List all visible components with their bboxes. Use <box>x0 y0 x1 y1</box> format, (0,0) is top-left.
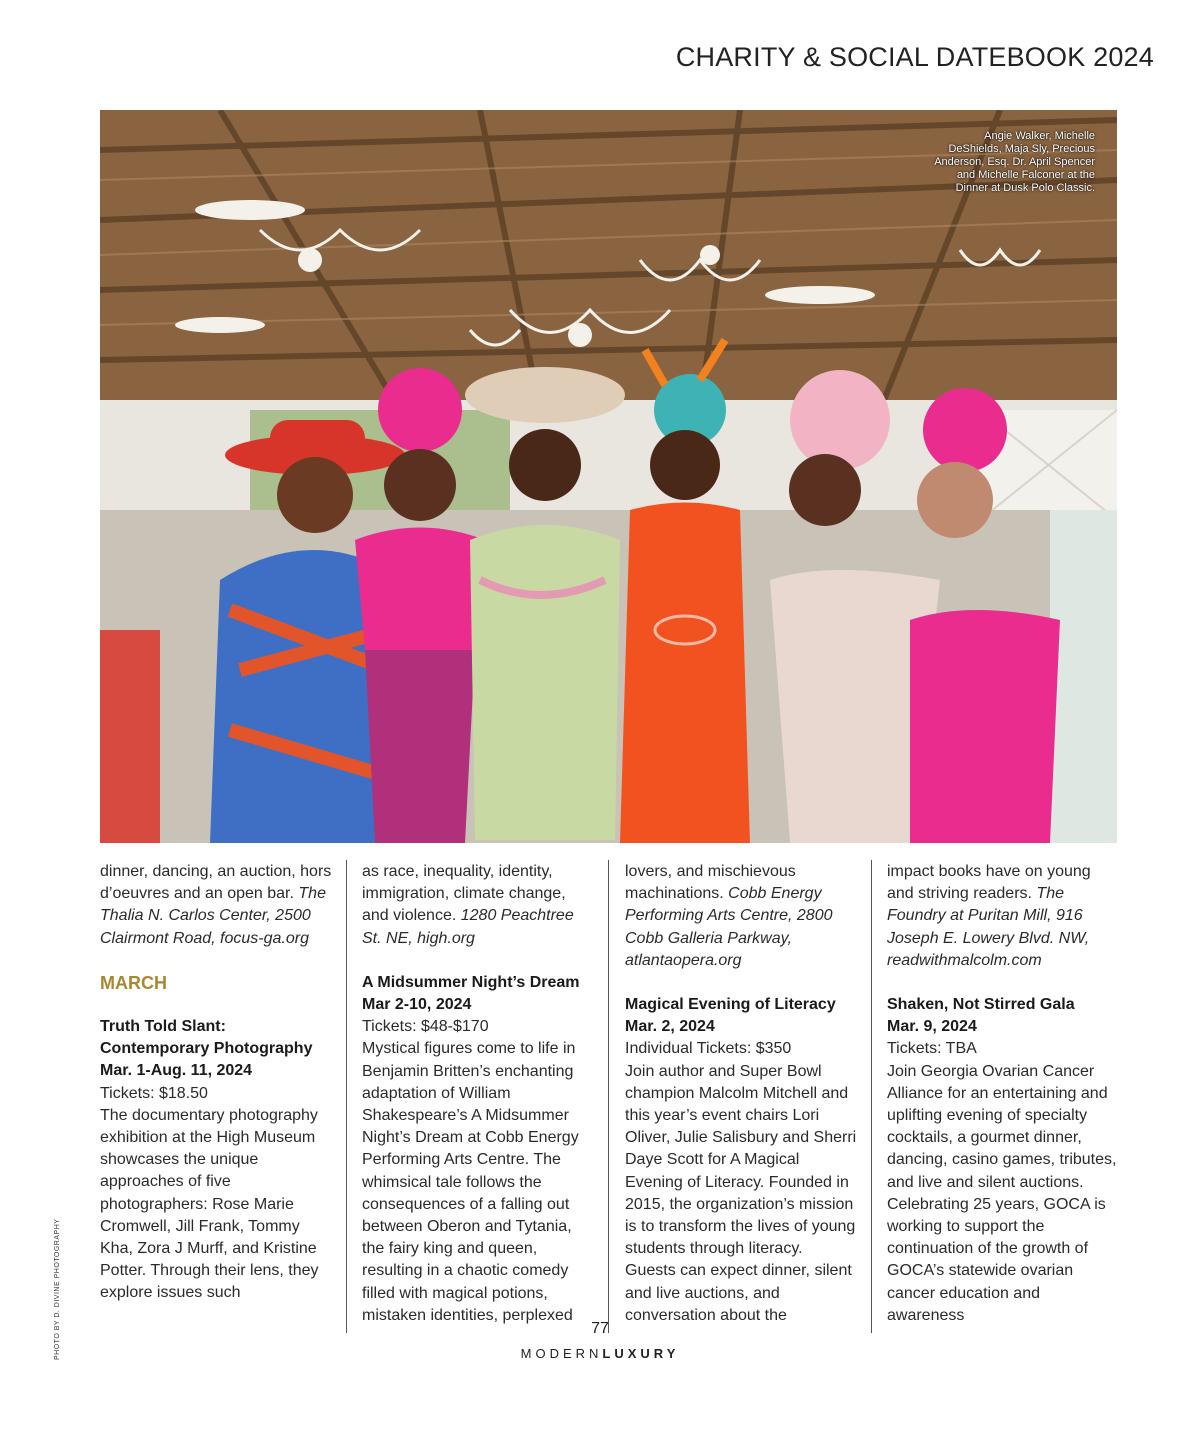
event-tickets: Tickets: $48-$170 <box>362 1018 489 1036</box>
page-number: 77 <box>591 1320 609 1337</box>
column-2 <box>362 861 594 1327</box>
photo-credit: PHOTO BY D. DIVINE PHOTOGRAPHY <box>54 1218 61 1360</box>
column-2-venue: 1280 Peachtree St. NE, high.org <box>362 907 574 947</box>
event-date: Mar. 2, 2024 <box>625 1018 715 1036</box>
column-3-venue: Cobb Energy Performing Arts Centre, 2800 Cobb Galleria Parkway, atlantaopera.org <box>625 885 833 969</box>
event-body: Mystical figures come to life in Benjamin Britten’s enchanting adaptation of William Shakespeare’s A Midsummer Night’s Dream at Cobb Energy Performing Arts Centre. The whimsical tale follows the consequences of a falling out between Oberon and Tytania, the fairy king and queen, resulting in a chaotic comedy filled with magical potions, mistaken identities, perplexed <box>362 1040 579 1324</box>
event-tickets: Tickets: $18.50 <box>100 1084 208 1102</box>
event-body: The documentary photography exhibition at the High Museum showcases the unique approaches of five photographers: Rose Marie Cromwell, Jill Frank, Tommy Kha, Zora J Murff, and Kristine Potter. Through their lens, they explore issues such <box>100 1106 319 1302</box>
column-1 <box>100 861 332 1305</box>
column-divider <box>608 860 609 1333</box>
brand-logo-luxury: LUXURY <box>602 1346 680 1361</box>
event-title: Magical Evening of Literacy <box>625 996 836 1014</box>
column-4-venue: The Foundry at Puritan Mill, 916 Joseph E. Lowery Blvd. NW, readwithmalcolm.com <box>887 885 1090 969</box>
event-tickets: Individual Tickets: $350 <box>625 1040 792 1058</box>
event-body: Join author and Super Bowl champion Malcolm Mitchell and this year’s event chairs Lori Oliver, Julie Salisbury and Sherri Daye Scott for A Magical Evening of Literacy. Founded in 2015, the organization’s mission is to transform the lives of young students through literacy. Guests can expect dinner, silent and live auctions, and conversation about the <box>625 1062 857 1324</box>
event-date: Mar 2-10, 2024 <box>362 996 472 1014</box>
column-3 <box>625 861 857 1327</box>
column-4-intro: impact books have on young and striving readers. <box>887 863 1091 903</box>
column-1-intro: dinner, dancing, an auction, hors d’oeuvres and an open bar. <box>100 863 332 903</box>
page-header-title: CHARITY & SOCIAL DATEBOOK 2024 <box>675 42 1154 72</box>
photo-caption: Angie Walker, Michelle DeShields, Maja Sly, Precious Anderson, Esq. Dr. April Spencer and Michelle Falconer at the Dinner at Dusk Polo Classic. <box>934 130 1095 194</box>
event-date: Mar. 9, 2024 <box>887 1018 977 1036</box>
event-title: Truth Told Slant: Contemporary Photography <box>100 1018 313 1058</box>
month-heading: MARCH <box>100 972 167 993</box>
brand-logo <box>0 1346 1200 1361</box>
event-tickets: Tickets: TBA <box>887 1040 977 1058</box>
event-title: A Midsummer Night’s Dream <box>362 973 580 991</box>
event-photo-illustration <box>100 110 1117 843</box>
brand-logo-modern: MODERN <box>520 1346 603 1361</box>
column-3-intro: lovers, and mischievous machinations. <box>625 863 796 903</box>
event-date: Mar. 1-Aug. 11, 2024 <box>100 1062 253 1080</box>
column-2-intro: as race, inequality, identity, immigration, climate change, and violence. <box>362 863 566 925</box>
column-divider <box>871 860 872 1333</box>
column-4 <box>887 861 1119 1327</box>
column-1-venue: The Thalia N. Carlos Center, 2500 Clairmont Road, focus-ga.org <box>100 885 326 947</box>
column-divider <box>346 860 347 1333</box>
event-body: Join Georgia Ovarian Cancer Alliance for an entertaining and uplifting evening of specialty cocktails, a gourmet dinner, dancing, casino games, tributes, and live and silent auctions. Celebrating 25 years, GOCA is working to support the continuation of the growth of GOCA’s statewide ovarian cancer education and awareness <box>887 1062 1117 1324</box>
event-title: Shaken, Not Stirred Gala <box>887 996 1075 1014</box>
event-photo <box>100 110 1117 843</box>
